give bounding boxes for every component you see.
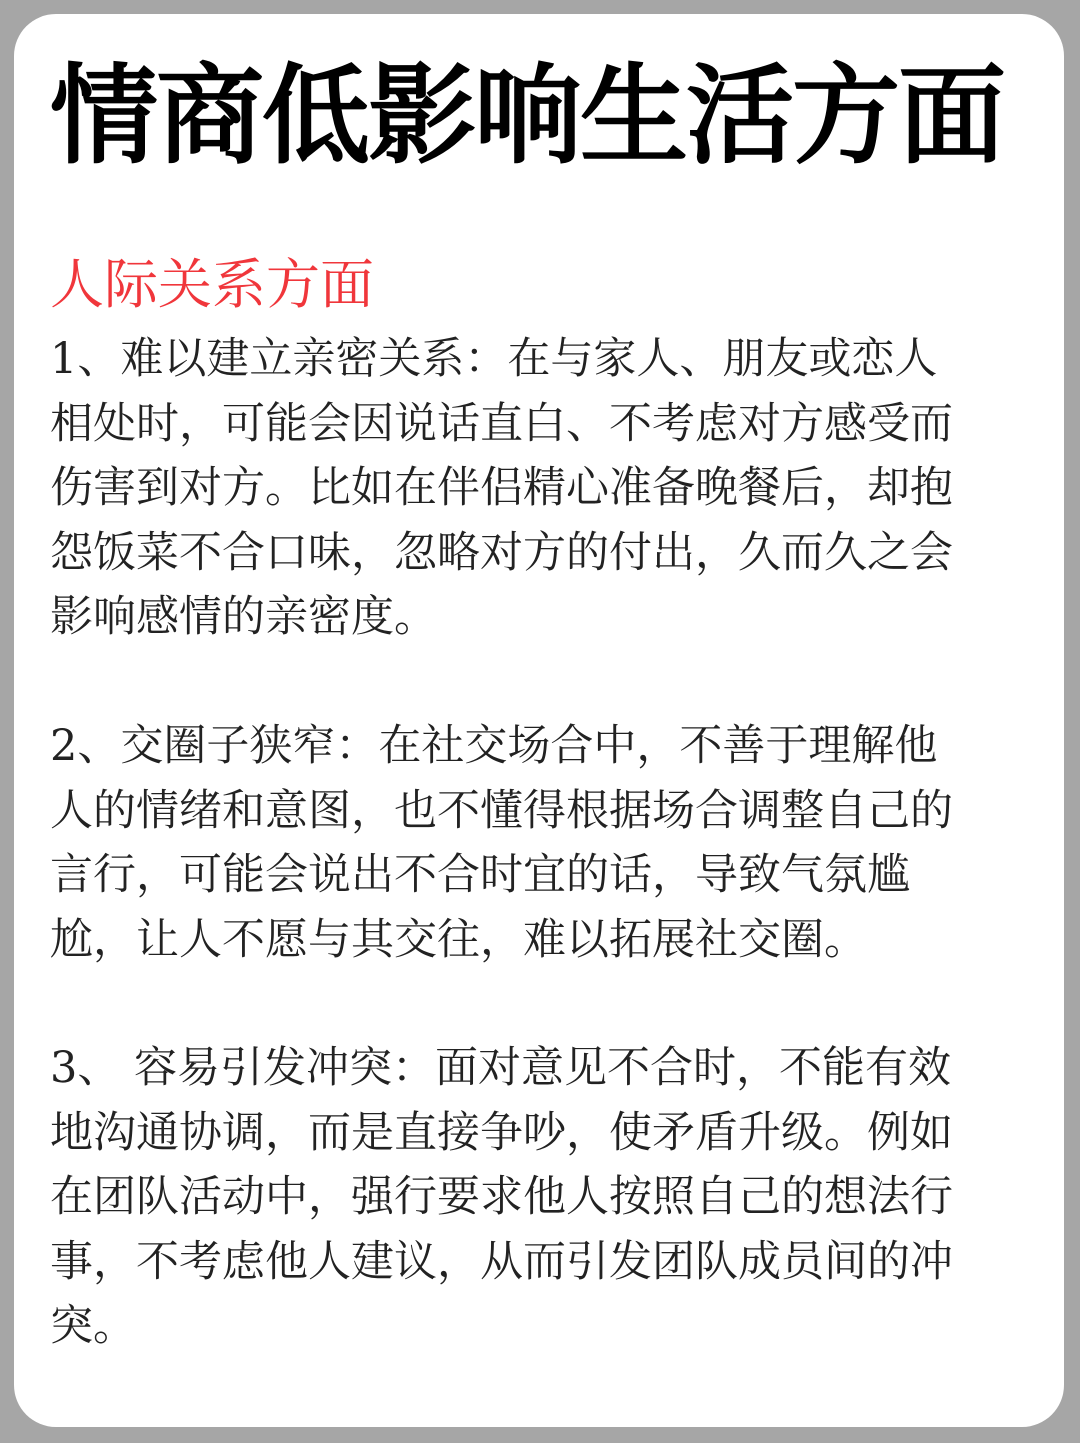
paragraph-line: 相处时，可能会因说话直白、不考虑对方感受而 bbox=[50, 398, 953, 449]
paragraph-line: 地沟通协调，而是直接争吵，使矛盾升级。例如 bbox=[50, 1107, 953, 1158]
page-title: 情商低影响生活方面 bbox=[50, 53, 1005, 179]
paragraph-line: 尬，让人不愿与其交往，难以拓展社交圈。 bbox=[50, 914, 867, 965]
paragraph-3 bbox=[50, 1036, 1040, 1359]
paragraph-line: 突。 bbox=[50, 1301, 136, 1351]
paragraph-line: 2、交圈子狭窄：在社交场合中，不善于理解他 bbox=[50, 721, 938, 771]
paragraph-line: 伤害到对方。比如在伴侣精心准备晚餐后，却抱 bbox=[50, 463, 953, 513]
paragraph-1 bbox=[50, 327, 1040, 650]
paragraph-line: 怨饭菜不合口味，忽略对方的付出，久而久之会 bbox=[50, 527, 953, 578]
paragraph-2 bbox=[50, 714, 1040, 972]
paragraph-line: 3、 容易引发冲突：面对意见不合时，不能有效 bbox=[50, 1043, 952, 1093]
content-card bbox=[14, 14, 1064, 1427]
paragraph-line: 影响感情的亲密度。 bbox=[50, 592, 437, 642]
section-heading: 人际关系方面 bbox=[50, 253, 374, 316]
paragraph-line: 1、难以建立亲密关系：在与家人、朋友或恋人 bbox=[50, 334, 938, 384]
paragraph-line: 在团队活动中，强行要求他人按照自己的想法行 bbox=[50, 1172, 953, 1222]
paragraph-line: 人的情绪和意图，也不懂得根据场合调整自己的 bbox=[50, 785, 953, 836]
paragraph-line: 事，不考虑他人建议，从而引发团队成员间的冲 bbox=[50, 1236, 953, 1287]
paragraph-line: 言行，可能会说出不合时宜的话，导致气氛尴 bbox=[50, 850, 910, 900]
